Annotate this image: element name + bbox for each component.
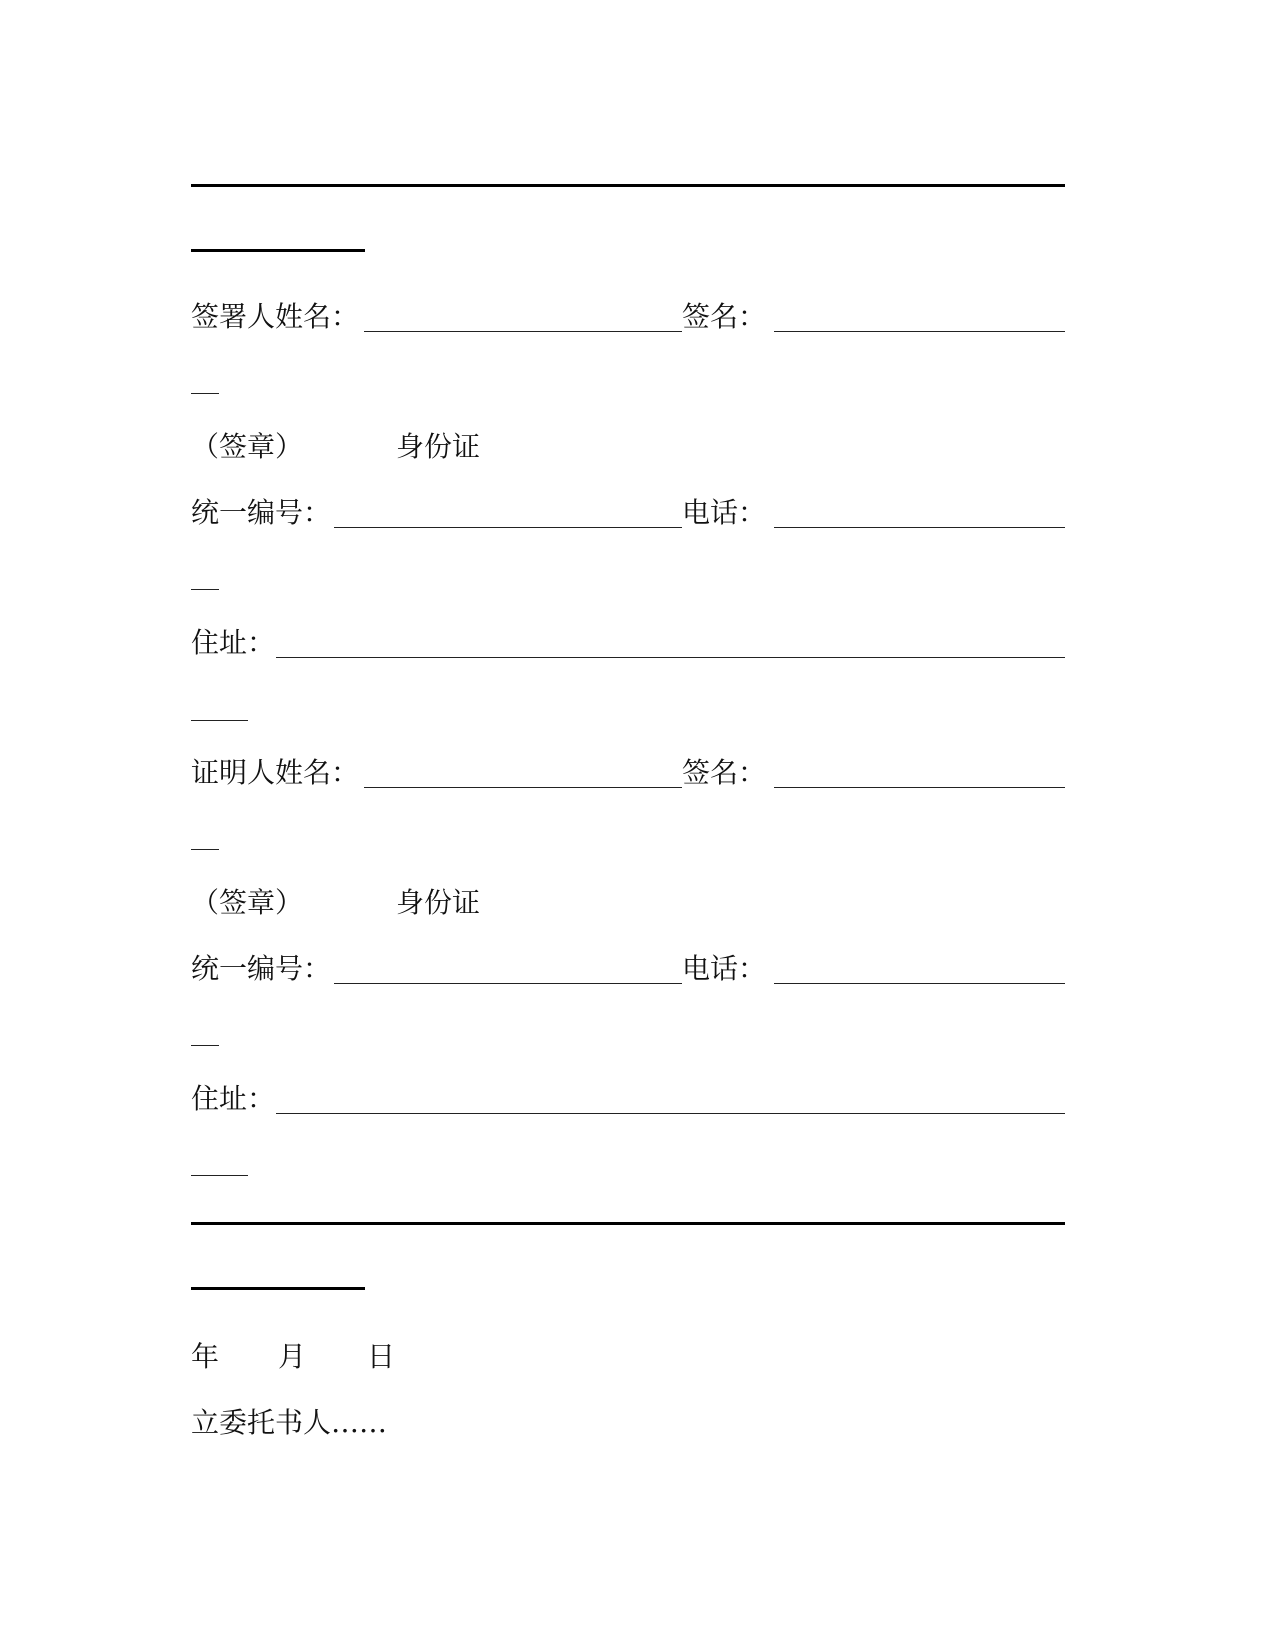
closing-text: 立委托书人…… [191, 1406, 388, 1439]
top-separator-stub [191, 249, 365, 252]
witness-address-blank-overflow [191, 1175, 248, 1176]
signer-phone-label: 电话： [682, 496, 767, 529]
witness-signature-blank-overflow [191, 849, 219, 850]
signer-address-blank-overflow [191, 720, 248, 721]
witness-name-row [191, 756, 1065, 790]
top-separator-line [191, 184, 1065, 187]
signer-address-blank[interactable] [276, 657, 1065, 658]
witness-name-label: 证明人姓名： [191, 756, 360, 789]
date-year-label: 年 [191, 1340, 220, 1373]
signer-id-number-row [191, 496, 1065, 530]
date-month-label: 月 [278, 1340, 307, 1373]
witness-address-blank[interactable] [276, 1113, 1065, 1114]
witness-phone-label: 电话： [682, 952, 767, 985]
witness-signature-blank[interactable] [774, 787, 1065, 788]
witness-seal-label: （签章） [191, 886, 304, 919]
witness-phone-blank[interactable] [774, 983, 1065, 984]
signer-phone-blank-overflow [191, 589, 219, 590]
witness-phone-blank-overflow [191, 1045, 219, 1046]
witness-signature-label: 签名： [682, 756, 767, 789]
signer-phone-blank[interactable] [774, 527, 1065, 528]
witness-id-label: 身份证 [396, 886, 481, 919]
bottom-separator-line [191, 1222, 1065, 1225]
signer-address-label: 住址： [191, 626, 276, 659]
signer-signature-blank-overflow [191, 393, 219, 394]
witness-address-row [191, 1082, 1065, 1116]
signer-signature-blank[interactable] [774, 331, 1065, 332]
signer-name-label: 签署人姓名： [191, 300, 360, 333]
witness-id-number-row [191, 952, 1065, 986]
witness-id-number-blank[interactable] [334, 983, 682, 984]
signer-name-row [191, 300, 1065, 334]
witness-name-blank[interactable] [364, 787, 682, 788]
witness-id-number-label: 统一编号： [191, 952, 332, 985]
witness-address-label: 住址： [191, 1082, 276, 1115]
signer-id-number-blank[interactable] [334, 527, 682, 528]
signer-id-label: 身份证 [396, 430, 481, 463]
signer-signature-label: 签名： [682, 300, 767, 333]
signer-seal-label: （签章） [191, 430, 304, 463]
signer-name-blank[interactable] [364, 331, 682, 332]
signer-address-row [191, 626, 1065, 660]
bottom-separator-stub [191, 1287, 365, 1290]
signer-id-number-label: 统一编号： [191, 496, 332, 529]
date-day-label: 日 [367, 1340, 396, 1373]
